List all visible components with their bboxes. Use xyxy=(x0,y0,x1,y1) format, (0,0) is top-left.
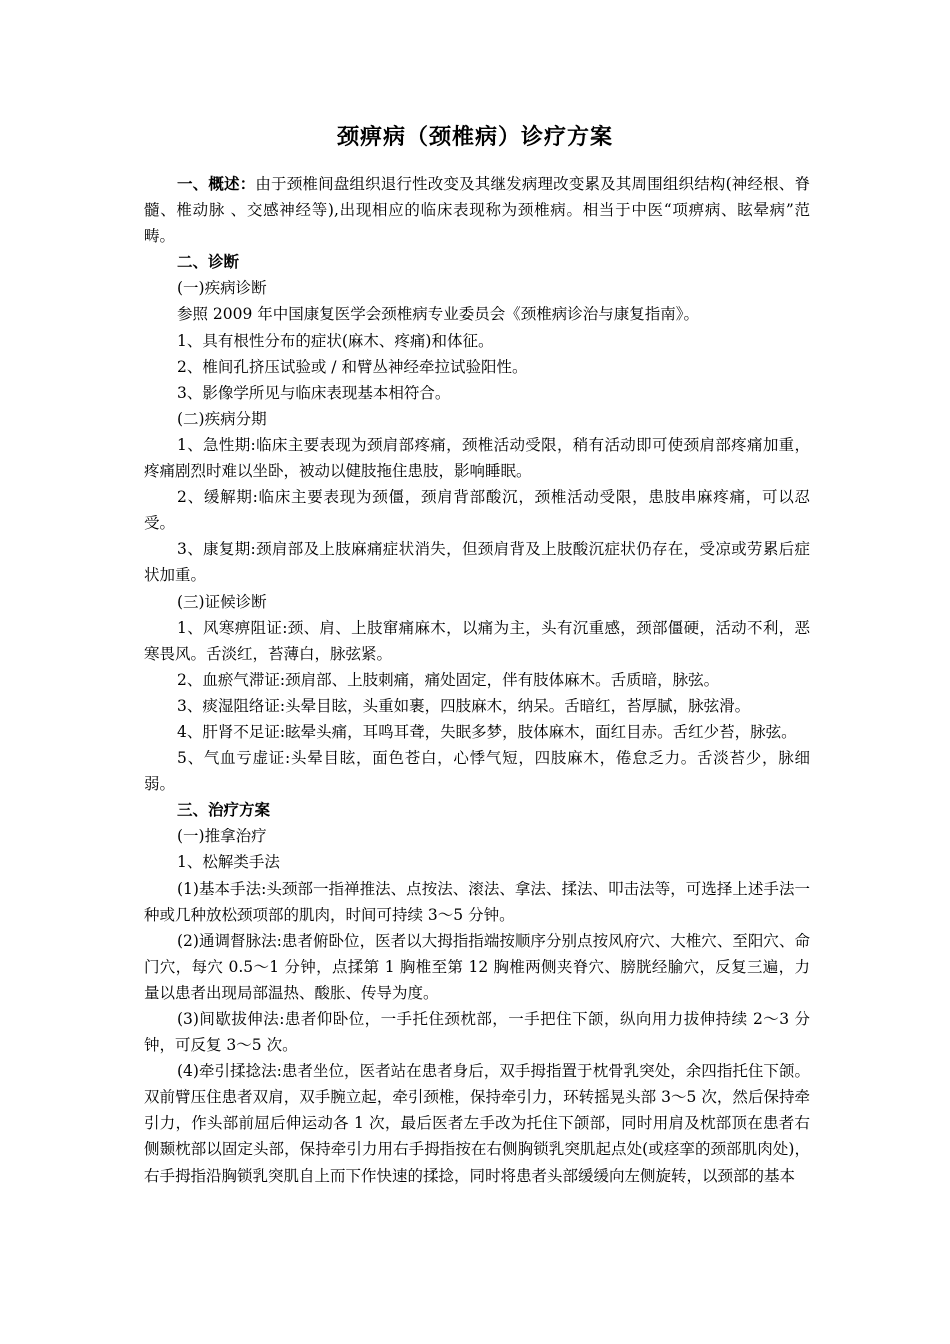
paragraph xyxy=(144,589,810,615)
paragraph xyxy=(144,301,810,327)
paragraph xyxy=(144,1058,810,1188)
paragraph xyxy=(144,693,810,719)
paragraph-text: 由于颈椎间盘组织退行性改变及其继发病理改变累及其周围组织结构(神经根、脊髓、椎动脉 、交感神经等),出现相应的临床表现称为颈椎病。相当于中医“项痹病、眩晕病”范畴。 xyxy=(144,175,810,246)
paragraph-text: 1、具有根性分布的症状(麻木、疼痛)和体征。 xyxy=(177,331,494,350)
paragraph-text: (一)推拿治疗 xyxy=(177,827,267,846)
paragraph xyxy=(144,536,810,588)
paragraph-text: 1、松解类手法 xyxy=(177,853,280,872)
paragraph-text: 3、康复期:颈肩部及上肢麻痛症状消失，但颈肩背及上肢酸沉症状仍存在，受凉或劳累后症状加重。 xyxy=(144,540,810,585)
paragraph xyxy=(144,1006,810,1058)
paragraph xyxy=(144,928,810,1006)
paragraph xyxy=(144,615,810,667)
paragraph-text: 4、肝肾不足证:眩晕头痛，耳鸣耳聋，失眠多梦，肢体麻木，面红目赤。舌红少苔，脉弦。 xyxy=(177,722,797,741)
paragraph-text: 1、急性期:临床主要表现为颈肩部疼痛，颈椎活动受限，稍有活动即可使颈肩部疼痛加重，疼痛剧烈时难以坐卧，被动以健肢拖住患肢，影响睡眠。 xyxy=(144,435,810,481)
paragraph xyxy=(144,354,810,380)
paragraph xyxy=(144,406,810,432)
paragraph-text: 2、椎间孔挤压试验或 / 和臂丛神经牵拉试验阳性。 xyxy=(177,357,528,376)
paragraph xyxy=(144,849,810,875)
paragraph xyxy=(144,876,810,928)
paragraph xyxy=(144,484,810,536)
paragraph-text: (三)证候诊断 xyxy=(177,592,267,611)
paragraph-text: (2)通调督脉法:患者俯卧位，医者以大拇指指端按顺序分别点按风府穴、大椎穴、至阳穴、命门穴，每穴 0.5～1 分钟，点揉第 1 胸椎至第 12 胸椎两侧夹脊穴、膀胱经腧穴，反复三遍，力量以患者出现局部温热、酸胀、传导为度。 xyxy=(144,931,810,1002)
paragraph-lead: 一、概述： xyxy=(177,175,256,193)
paragraph xyxy=(144,667,810,693)
paragraph xyxy=(144,432,810,484)
paragraph-text: (二)疾病分期 xyxy=(177,409,267,428)
paragraph-text: 3、影像学所见与临床表现基本相符合。 xyxy=(177,383,451,402)
paragraph xyxy=(144,719,810,745)
paragraph xyxy=(144,823,810,849)
paragraph-text: (4)牵引揉捻法:患者坐位，医者站在患者身后，双手拇指置于枕骨乳突处，余四指托住下颌。双前臂压住患者双肩，双手腕立起，牵引颈椎，保持牵引力，环转摇晃头部 3～5 次，然后保持牵引力，作头部前屈后伸运动各 1 次，最后医者左手改为托住下颌部，同时用肩及枕部顶在患者右侧颞枕部以固定头部，保持牵引力用右手拇指按在右侧胸锁乳突肌起点处(或痉挛的颈部肌肉处)，右手拇指沿胸锁乳突肌自上而下作快速的揉捻，同时将患者头部缓缓向左侧旋转，以颈部的基本 xyxy=(144,1062,810,1185)
paragraph-text: 参照 2009 年中国康复医学会颈椎病专业委员会《颈椎病诊治与康复指南》。 xyxy=(177,305,700,324)
paragraph-text: 1、风寒痹阻证:颈、肩、上肢窜痛麻木，以痛为主，头有沉重感，颈部僵硬，活动不利，恶寒畏风。舌淡红，苔薄白，脉弦紧。 xyxy=(144,618,810,663)
paragraph xyxy=(144,745,810,797)
paragraph xyxy=(144,380,810,406)
paragraph xyxy=(144,328,810,354)
paragraph-text: 2、血瘀气滞证:颈肩部、上肢刺痛，痛处固定，伴有肢体麻木。舌质暗，脉弦。 xyxy=(177,670,720,689)
paragraph-text: (一)疾病诊断 xyxy=(177,279,267,298)
section-heading: 三、治疗方案 xyxy=(177,801,271,820)
paragraph xyxy=(144,275,810,301)
document-title: 颈痹病（颈椎病）诊疗方案 xyxy=(336,125,613,150)
paragraph xyxy=(144,171,810,249)
paragraph-text: 5、气血亏虚证:头晕目眩，面色苍白，心悸气短，四肢麻木，倦怠乏力。舌淡苔少，脉细弱。 xyxy=(144,749,810,794)
section-heading: 二、诊断 xyxy=(177,253,240,272)
document-body xyxy=(144,171,810,1189)
paragraph-text: (3)间歇拔伸法:患者仰卧位，一手托住颈枕部，一手把住下颌，纵向用力拔伸持续 2～3 分钟，可反复 3～5 次。 xyxy=(144,1010,810,1055)
paragraph-text: (1)基本手法:头颈部一指禅推法、点按法、滚法、拿法、揉法、叩击法等，可选择上述手法一种或几种放松颈项部的肌肉，时间可持续 3～5 分钟。 xyxy=(144,879,810,924)
paragraph-text: 3、痰湿阻络证:头晕目眩，头重如裹，四肢麻木，纳呆。舌暗红，苔厚腻，脉弦滑。 xyxy=(177,696,751,715)
paragraph-text: 2、缓解期:临床主要表现为颈僵，颈肩背部酸沉，颈椎活动受限，患肢串麻疼痛，可以忍受。 xyxy=(144,488,810,533)
